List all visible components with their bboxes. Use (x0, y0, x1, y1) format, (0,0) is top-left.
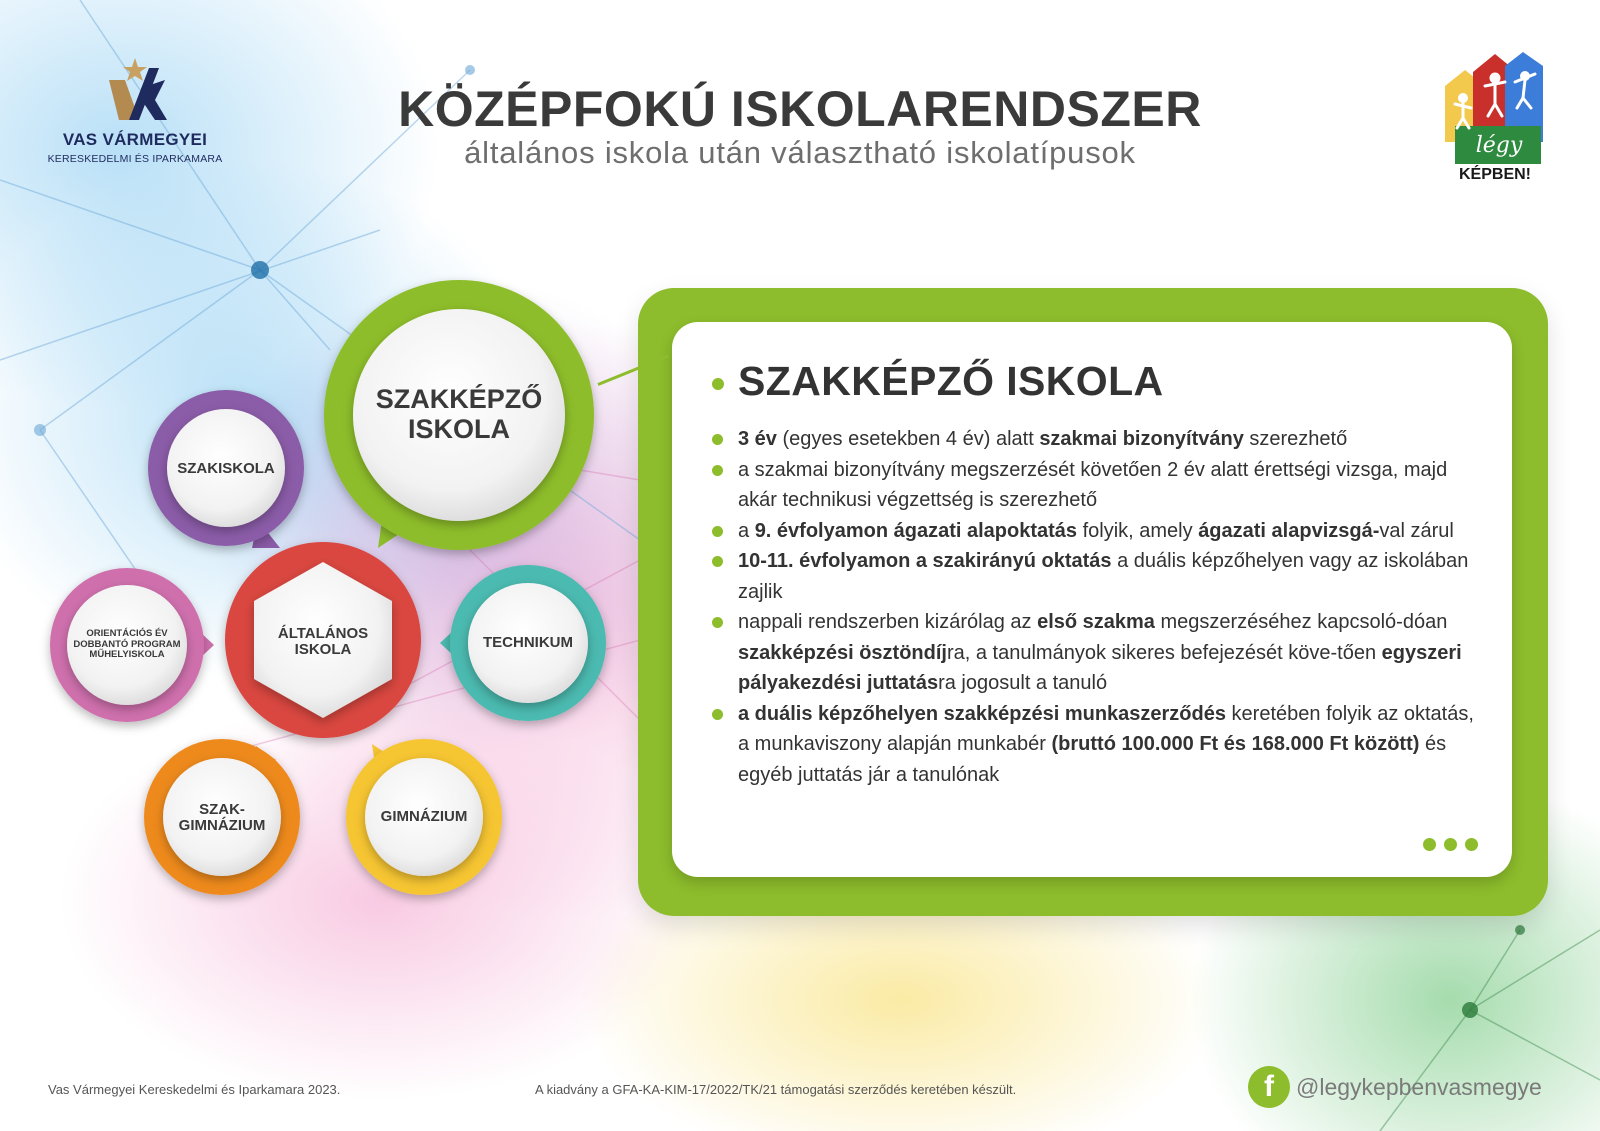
node-szakkepzo-label (359, 375, 559, 455)
footer-grant-note: A kiadvány a GFA-KA-KIM-17/2022/TK/21 támogatási szerződés keretében készült. (535, 1082, 1017, 1097)
footer-copyright: Vas Vármegyei Kereskedelmi és Iparkamara 2023. (48, 1082, 341, 1097)
list-item: nappali rendszerben kizárólag az első szakma megszerzéséhez kapcsoló-dóan szakképzési ösztöndíjra, a tanulmányok sikeres befejezését köve-tően egyszeri pályakezdési juttatásra jogosult a tanuló (738, 607, 1478, 699)
list-item: 3 év (egyes esetekben 4 év) alatt szakmai bizonyítvány szerezhető (738, 424, 1478, 455)
node-technikum-label: TECHNIKUM (483, 633, 573, 651)
house-figures-logo-icon (1443, 52, 1547, 164)
card-title: SZAKKÉPZŐ ISKOLA (738, 358, 1164, 404)
more-dots-icon (1423, 838, 1478, 851)
node-szakgimnazium-label (164, 796, 280, 840)
title-bullet (712, 378, 724, 390)
chamber-logo-icon (95, 58, 175, 124)
node-szakkepzo-line2: ISKOLA (407, 414, 510, 444)
node-altalanos-line1: ÁLTALÁNOS (277, 624, 369, 642)
node-szakgimnazium-line2: GIMNÁZIUM (178, 817, 266, 834)
list-item: a 9. évfolyamon ágazati alapoktatás folyik, amely ágazati alapvizsgá-val zárul (738, 516, 1478, 547)
node-altalanos-line2: ISKOLA (294, 641, 352, 658)
node-orientacios-line2: DOBBANTÓ PROGRAM (73, 638, 181, 650)
chamber-name: VAS VÁRMEGYEI (62, 130, 208, 149)
chamber-logo[interactable] (40, 58, 230, 165)
node-gimnazium-label: GIMNÁZIUM (380, 807, 468, 825)
node-szakkepzo-line1: SZAKKÉPZŐ (375, 384, 543, 415)
page-title: KÖZÉPFOKÚ ISKOLARENDSZER (398, 81, 1202, 137)
card-bullet-list (738, 424, 1478, 790)
list-item: a szakmai bizonyítvány megszerzését követően 2 év alatt érettségi vizsga, majd akár technikusi végzettség is szerezhető (738, 455, 1478, 516)
facebook-icon: f (1248, 1066, 1290, 1108)
node-altalanos-label (263, 620, 383, 664)
page-subtitle: általános iskola után választható iskolatípusok (464, 135, 1136, 170)
brand-name: KÉPBEN! (1458, 166, 1531, 183)
chamber-subtitle: KERESKEDELMI ÉS IPARKAMARA (47, 153, 223, 165)
list-item: 10-11. évfolyamon a szakirányú oktatás a duális képzőhelyen vagy az iskolában zajlik (738, 546, 1478, 607)
node-szakgimnazium-line1: SZAK- (199, 800, 245, 818)
brand-script-text: légy (1475, 133, 1523, 158)
legy-kepben-logo[interactable] (1440, 52, 1550, 184)
info-card (638, 288, 1548, 916)
list-item: a duális képzőhelyen szakképzési munkaszerződés keretében folyik az oktatás, a munkaviszony alapján munkabér (bruttó 100.000 Ft és 168.000 Ft között) és egyéb juttatás jár a tanulónak (738, 699, 1478, 791)
facebook-link[interactable] (1248, 1066, 1542, 1108)
info-card-body (672, 322, 1512, 877)
node-orientacios-line1: ORIENTÁCIÓS ÉV (86, 628, 168, 640)
node-szakiskola-label: SZAKISKOLA (177, 459, 275, 477)
node-orientacios-label (62, 622, 192, 668)
social-handle: @legykepbenvasmegye (1296, 1073, 1542, 1100)
node-orientacios-line3: MŰHELYISKOLA (89, 649, 165, 661)
